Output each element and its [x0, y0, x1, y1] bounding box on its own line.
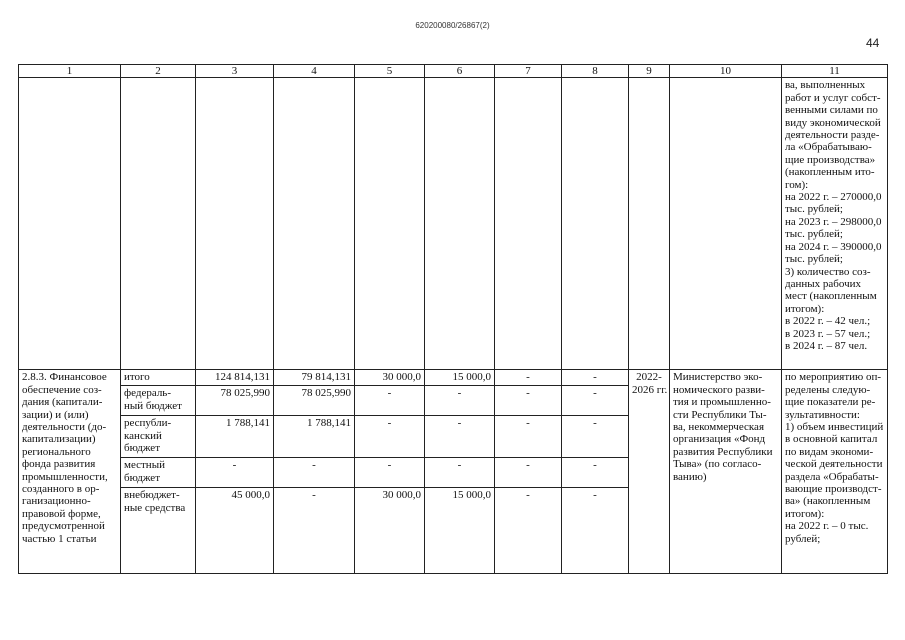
funding-source-cell: [121, 458, 196, 488]
activity-name-line: зации) и (или): [22, 408, 89, 421]
funding-source-line: ный бюджет: [124, 399, 182, 412]
amount-cell: 124 814,131: [196, 370, 274, 386]
executor-line: ва, некоммерческая: [673, 421, 764, 434]
amount-cell: -: [495, 370, 562, 386]
indicator-line: гом):: [785, 178, 809, 191]
activity-2-8-3: [19, 370, 888, 574]
indicator-line: мест (накопленным: [785, 290, 877, 303]
indicator-line: зультативности:: [785, 408, 860, 421]
executor-line: организация «Фонд: [673, 433, 766, 446]
funding-source-line: внебюджет-: [124, 489, 180, 502]
indicator-line: 1) объем инвестиций: [785, 421, 884, 434]
column-number: 5: [355, 65, 425, 78]
executor-line: развития Республики: [673, 445, 773, 458]
column-number: 8: [562, 65, 629, 78]
amount-cell: -: [495, 458, 562, 488]
column-number: 2: [121, 65, 196, 78]
activity-name-line: обеспечение соз-: [22, 383, 102, 396]
indicator-line: тыс. рублей;: [785, 203, 843, 216]
period-line: 2026 гг.: [632, 383, 668, 396]
program-table: [18, 64, 888, 574]
amount-cell: -: [495, 386, 562, 416]
indicator-line: рублей;: [785, 532, 821, 545]
funding-source-cell: [121, 416, 196, 458]
indicator-line: ределены следую-: [785, 383, 871, 396]
indicator-line: ва, выполненных: [785, 79, 866, 92]
funding-source-line: итого: [124, 371, 150, 384]
indicator-line: тыс. рублей;: [785, 253, 843, 266]
indicator-line: работ и услуг собст-: [785, 91, 881, 104]
indicator-line: ческой деятельности: [785, 458, 883, 471]
amount-cell: -: [495, 416, 562, 458]
amount-cell: -: [425, 386, 495, 416]
column-number: 1: [19, 65, 121, 78]
document-code: 620200080/26867(2): [415, 21, 490, 30]
indicator-line: венными силами по: [785, 104, 878, 117]
amount-cell: -: [562, 370, 629, 386]
indicator-line: тыс. рублей;: [785, 228, 843, 241]
amount-cell: 30 000,0: [355, 370, 425, 386]
page-number: 44: [866, 36, 880, 50]
amount-cell: -: [425, 416, 495, 458]
amount-cell: -: [562, 458, 629, 488]
executor-line: Министерство эко-: [673, 371, 763, 384]
column-number: 3: [196, 65, 274, 78]
amount-cell: -: [274, 488, 355, 574]
indicator-line: по мероприятию оп-: [785, 371, 882, 384]
amount-cell: -: [355, 386, 425, 416]
indicator-line: вающие производст-: [785, 483, 882, 496]
indicator-line: 3) количество соз-: [785, 265, 871, 278]
executor-line: ванию): [673, 470, 707, 483]
indicator-line: на 2022 г. – 0 тыс.: [785, 520, 869, 533]
funding-source-line: бюджет: [124, 442, 160, 455]
column-number: 7: [495, 65, 562, 78]
amount-cell: -: [562, 488, 629, 574]
activity-name-line: дания (капитали-: [22, 396, 103, 409]
indicator-line: итогом):: [785, 507, 825, 520]
activity-name-line: предусмотренной: [22, 520, 105, 533]
activity-name-line: промышленности,: [22, 470, 108, 483]
indicator-line: на 2023 г. – 298000,0: [785, 215, 882, 228]
indicator-line: данных рабочих: [785, 277, 862, 290]
indicator-line: щие показатели ре-: [785, 396, 876, 409]
activity-name-line: деятельности (до-: [22, 421, 107, 434]
indicator-line: на 2022 г. – 270000,0: [785, 191, 882, 204]
amount-cell: -: [355, 458, 425, 488]
amount-cell: 79 814,131: [274, 370, 355, 386]
funding-source-line: канский: [124, 429, 162, 442]
activity-name-line: правовой форме,: [22, 507, 101, 520]
column-number: 11: [782, 65, 888, 78]
indicator-line: в 2022 г. – 42 чел.;: [785, 315, 871, 328]
amount-cell: -: [495, 488, 562, 574]
amount-cell: 45 000,0: [196, 488, 274, 574]
funding-row: [19, 370, 888, 386]
continuation-row: [19, 78, 888, 370]
column-number: 9: [629, 65, 670, 78]
amount-cell: -: [562, 416, 629, 458]
indicator-line: раздела «Обрабаты-: [785, 470, 879, 483]
executor-line: сти Республики Ты-: [673, 408, 767, 421]
activity-name-line: регионального: [22, 445, 91, 458]
executor-line: номического разви-: [673, 383, 765, 396]
activity-name-cell: [19, 370, 121, 574]
amount-cell: -: [355, 416, 425, 458]
indicator-line: щие производства»: [785, 153, 876, 166]
activity-name-line: фонда развития: [22, 458, 96, 471]
funding-source-cell: [121, 488, 196, 574]
continued-indicators-cell: [782, 78, 888, 370]
indicator-line: ва» (накопленным: [785, 495, 871, 508]
indicators-cell: [782, 370, 888, 574]
amount-cell: 78 025,990: [274, 386, 355, 416]
column-number: 4: [274, 65, 355, 78]
amount-cell: -: [274, 458, 355, 488]
funding-source-line: местный: [124, 459, 165, 472]
indicator-line: на 2024 г. – 390000,0: [785, 240, 882, 253]
amount-cell: 15 000,0: [425, 370, 495, 386]
funding-source-cell: [121, 370, 196, 386]
funding-source-line: федераль-: [124, 387, 171, 400]
period-cell: [629, 370, 670, 574]
amount-cell: 1 788,141: [196, 416, 274, 458]
indicator-line: итогом):: [785, 302, 825, 315]
period-line: 2022-: [636, 371, 662, 384]
funding-source-line: республи-: [124, 417, 172, 430]
amount-cell: 78 025,990: [196, 386, 274, 416]
activity-name-line: ганизационно-: [22, 495, 91, 508]
indicator-line: в 2024 г. – 87 чел.: [785, 339, 868, 352]
activity-name-line: капитализации): [22, 433, 96, 446]
column-number-row: [19, 65, 888, 78]
activity-name-line: частью 1 статьи: [22, 532, 97, 545]
amount-cell: -: [562, 386, 629, 416]
executor-line: тия и промышленно-: [673, 396, 771, 409]
indicator-line: в 2023 г. – 57 чел.;: [785, 327, 871, 340]
indicator-line: по видам экономи-: [785, 445, 874, 458]
indicator-line: ла «Обрабатываю-: [785, 141, 872, 154]
executor-line: Тыва» (по согласо-: [673, 458, 762, 471]
amount-cell: 30 000,0: [355, 488, 425, 574]
funding-source-cell: [121, 386, 196, 416]
funding-source-line: ные средства: [124, 501, 186, 514]
column-number: 6: [425, 65, 495, 78]
amount-cell: -: [425, 458, 495, 488]
amount-cell: 15 000,0: [425, 488, 495, 574]
indicator-line: в основной капитал: [785, 433, 878, 446]
activity-name-line: созданного в ор-: [22, 483, 100, 496]
indicator-line: деятельности разде-: [785, 129, 880, 142]
executor-cell: [670, 370, 782, 574]
indicator-line: виду экономической: [785, 116, 881, 129]
funding-source-line: бюджет: [124, 471, 160, 484]
amount-cell: -: [196, 458, 274, 488]
column-number: 10: [670, 65, 782, 78]
amount-cell: 1 788,141: [274, 416, 355, 458]
activity-name-line: 2.8.3. Финансовое: [22, 371, 107, 384]
indicator-line: (накопленным ито-: [785, 166, 875, 179]
